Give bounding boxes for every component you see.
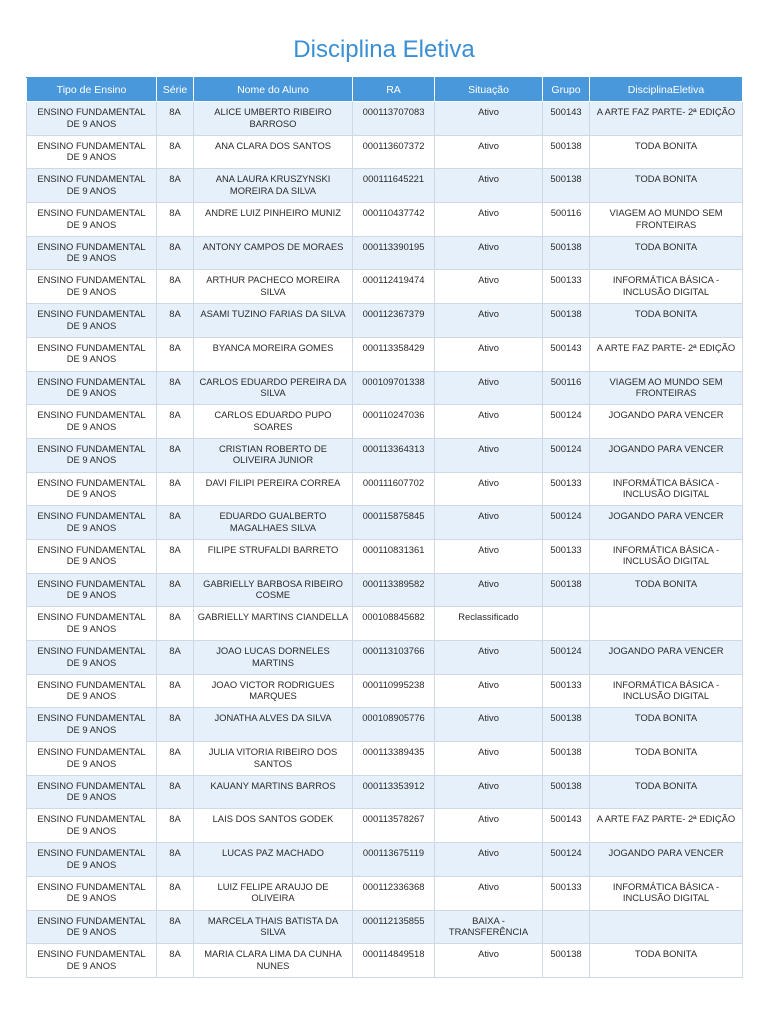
cell-nome-do-aluno: JOAO LUCAS DORNELES MARTINS <box>194 641 353 675</box>
cell-serie: 8A <box>157 876 194 910</box>
cell-nome-do-aluno: ARTHUR PACHECO MOREIRA SILVA <box>194 270 353 304</box>
cell-serie: 8A <box>157 506 194 540</box>
cell-serie: 8A <box>157 641 194 675</box>
cell-tipo-de-ensino: ENSINO FUNDAMENTAL DE 9 ANOS <box>27 102 157 136</box>
cell-disciplina-eletiva: A ARTE FAZ PARTE- 2ª EDIÇÃO <box>590 809 743 843</box>
table-row <box>27 708 743 742</box>
cell-situacao: Ativo <box>435 337 543 371</box>
table-row <box>27 641 743 675</box>
table-row <box>27 742 743 776</box>
cell-situacao: Ativo <box>435 674 543 708</box>
cell-grupo: 500143 <box>543 102 590 136</box>
cell-situacao: Ativo <box>435 708 543 742</box>
cell-serie: 8A <box>157 843 194 877</box>
cell-serie: 8A <box>157 102 194 136</box>
cell-tipo-de-ensino: ENSINO FUNDAMENTAL DE 9 ANOS <box>27 539 157 573</box>
cell-ra: 000113578267 <box>353 809 435 843</box>
table-row <box>27 203 743 237</box>
table-row <box>27 775 743 809</box>
cell-situacao: Ativo <box>435 438 543 472</box>
cell-disciplina-eletiva: TODA BONITA <box>590 169 743 203</box>
cell-nome-do-aluno: BYANCA MOREIRA GOMES <box>194 337 353 371</box>
cell-tipo-de-ensino: ENSINO FUNDAMENTAL DE 9 ANOS <box>27 809 157 843</box>
cell-serie: 8A <box>157 438 194 472</box>
cell-serie: 8A <box>157 337 194 371</box>
cell-disciplina-eletiva: JOGANDO PARA VENCER <box>590 405 743 439</box>
cell-disciplina-eletiva: VIAGEM AO MUNDO SEM FRONTEIRAS <box>590 371 743 405</box>
cell-serie: 8A <box>157 472 194 506</box>
cell-nome-do-aluno: ANA LAURA KRUSZYNSKI MOREIRA DA SILVA <box>194 169 353 203</box>
cell-ra: 000112419474 <box>353 270 435 304</box>
cell-nome-do-aluno: LAIS DOS SANTOS GODEK <box>194 809 353 843</box>
header-grupo: Grupo <box>543 78 590 102</box>
cell-grupo: 500138 <box>543 169 590 203</box>
cell-nome-do-aluno: ALICE UMBERTO RIBEIRO BARROSO <box>194 102 353 136</box>
cell-situacao: Ativo <box>435 203 543 237</box>
table-row <box>27 135 743 169</box>
cell-tipo-de-ensino: ENSINO FUNDAMENTAL DE 9 ANOS <box>27 506 157 540</box>
table-row <box>27 405 743 439</box>
cell-nome-do-aluno: ANDRE LUIZ PINHEIRO MUNIZ <box>194 203 353 237</box>
cell-tipo-de-ensino: ENSINO FUNDAMENTAL DE 9 ANOS <box>27 337 157 371</box>
cell-ra: 000113103766 <box>353 641 435 675</box>
cell-tipo-de-ensino: ENSINO FUNDAMENTAL DE 9 ANOS <box>27 371 157 405</box>
cell-serie: 8A <box>157 573 194 607</box>
cell-disciplina-eletiva: TODA BONITA <box>590 304 743 338</box>
cell-nome-do-aluno: LUIZ FELIPE ARAUJO DE OLIVEIRA <box>194 876 353 910</box>
cell-situacao: BAIXA - TRANSFERÊNCIA <box>435 910 543 944</box>
table-row <box>27 169 743 203</box>
cell-ra: 000112135855 <box>353 910 435 944</box>
cell-ra: 000108905776 <box>353 708 435 742</box>
cell-serie: 8A <box>157 270 194 304</box>
cell-ra: 000110831361 <box>353 539 435 573</box>
cell-disciplina-eletiva: TODA BONITA <box>590 742 743 776</box>
cell-tipo-de-ensino: ENSINO FUNDAMENTAL DE 9 ANOS <box>27 641 157 675</box>
cell-serie: 8A <box>157 809 194 843</box>
cell-situacao: Ativo <box>435 742 543 776</box>
cell-serie: 8A <box>157 775 194 809</box>
table-row <box>27 236 743 270</box>
cell-grupo: 500116 <box>543 371 590 405</box>
table-row <box>27 304 743 338</box>
cell-tipo-de-ensino: ENSINO FUNDAMENTAL DE 9 ANOS <box>27 573 157 607</box>
table-row <box>27 438 743 472</box>
cell-grupo <box>543 910 590 944</box>
cell-situacao: Ativo <box>435 506 543 540</box>
cell-ra: 000113707083 <box>353 102 435 136</box>
cell-nome-do-aluno: CARLOS EDUARDO PEREIRA DA SILVA <box>194 371 353 405</box>
table-row <box>27 843 743 877</box>
cell-tipo-de-ensino: ENSINO FUNDAMENTAL DE 9 ANOS <box>27 304 157 338</box>
cell-nome-do-aluno: CARLOS EDUARDO PUPO SOARES <box>194 405 353 439</box>
cell-nome-do-aluno: GABRIELLY MARTINS CIANDELLA <box>194 607 353 641</box>
cell-ra: 000113389435 <box>353 742 435 776</box>
cell-ra: 000113353912 <box>353 775 435 809</box>
cell-situacao: Ativo <box>435 539 543 573</box>
header-ra: RA <box>353 78 435 102</box>
cell-ra: 000108845682 <box>353 607 435 641</box>
cell-disciplina-eletiva <box>590 607 743 641</box>
page-title: Disciplina Eletiva <box>293 36 475 63</box>
cell-grupo: 500138 <box>543 236 590 270</box>
cell-tipo-de-ensino: ENSINO FUNDAMENTAL DE 9 ANOS <box>27 876 157 910</box>
table-row <box>27 674 743 708</box>
cell-ra: 000110995238 <box>353 674 435 708</box>
cell-ra: 000111645221 <box>353 169 435 203</box>
header-tipo-de-ensino: Tipo de Ensino <box>27 78 157 102</box>
header-situacao: Situação <box>435 78 543 102</box>
cell-nome-do-aluno: JULIA VITORIA RIBEIRO DOS SANTOS <box>194 742 353 776</box>
cell-nome-do-aluno: MARCELA THAIS BATISTA DA SILVA <box>194 910 353 944</box>
cell-situacao: Ativo <box>435 809 543 843</box>
cell-disciplina-eletiva: A ARTE FAZ PARTE- 2ª EDIÇÃO <box>590 337 743 371</box>
cell-nome-do-aluno: ANA CLARA DOS SANTOS <box>194 135 353 169</box>
table-row <box>27 371 743 405</box>
cell-tipo-de-ensino: ENSINO FUNDAMENTAL DE 9 ANOS <box>27 607 157 641</box>
cell-situacao: Ativo <box>435 775 543 809</box>
cell-serie: 8A <box>157 539 194 573</box>
cell-serie: 8A <box>157 944 194 978</box>
table-row <box>27 337 743 371</box>
cell-ra: 000111607702 <box>353 472 435 506</box>
cell-situacao: Ativo <box>435 169 543 203</box>
cell-tipo-de-ensino: ENSINO FUNDAMENTAL DE 9 ANOS <box>27 775 157 809</box>
cell-ra: 000109701338 <box>353 371 435 405</box>
cell-situacao: Ativo <box>435 304 543 338</box>
cell-serie: 8A <box>157 674 194 708</box>
cell-nome-do-aluno: EDUARDO GUALBERTO MAGALHAES SILVA <box>194 506 353 540</box>
cell-tipo-de-ensino: ENSINO FUNDAMENTAL DE 9 ANOS <box>27 438 157 472</box>
cell-grupo: 500138 <box>543 742 590 776</box>
cell-situacao: Ativo <box>435 472 543 506</box>
cell-situacao: Ativo <box>435 405 543 439</box>
cell-situacao: Ativo <box>435 236 543 270</box>
cell-disciplina-eletiva: TODA BONITA <box>590 775 743 809</box>
cell-grupo: 500133 <box>543 674 590 708</box>
cell-grupo: 500138 <box>543 775 590 809</box>
table-row <box>27 809 743 843</box>
cell-grupo: 500124 <box>543 405 590 439</box>
cell-ra: 000115875845 <box>353 506 435 540</box>
cell-nome-do-aluno: JOAO VICTOR RODRIGUES MARQUES <box>194 674 353 708</box>
cell-tipo-de-ensino: ENSINO FUNDAMENTAL DE 9 ANOS <box>27 843 157 877</box>
cell-ra: 000110247036 <box>353 405 435 439</box>
cell-grupo: 500138 <box>543 573 590 607</box>
cell-disciplina-eletiva: TODA BONITA <box>590 236 743 270</box>
header-row <box>27 78 743 102</box>
table-row <box>27 270 743 304</box>
header-serie: Série <box>157 78 194 102</box>
cell-serie: 8A <box>157 371 194 405</box>
cell-disciplina-eletiva: INFORMÁTICA BÁSICA - INCLUSÃO DIGITAL <box>590 674 743 708</box>
cell-grupo: 500133 <box>543 539 590 573</box>
cell-serie: 8A <box>157 304 194 338</box>
cell-serie: 8A <box>157 169 194 203</box>
table-row <box>27 539 743 573</box>
cell-tipo-de-ensino: ENSINO FUNDAMENTAL DE 9 ANOS <box>27 270 157 304</box>
cell-serie: 8A <box>157 607 194 641</box>
cell-serie: 8A <box>157 405 194 439</box>
cell-ra: 000113358429 <box>353 337 435 371</box>
cell-disciplina-eletiva: A ARTE FAZ PARTE- 2ª EDIÇÃO <box>590 102 743 136</box>
table-header <box>27 78 743 102</box>
cell-situacao: Ativo <box>435 102 543 136</box>
cell-ra: 000114849518 <box>353 944 435 978</box>
cell-situacao: Ativo <box>435 270 543 304</box>
cell-tipo-de-ensino: ENSINO FUNDAMENTAL DE 9 ANOS <box>27 135 157 169</box>
cell-nome-do-aluno: MARIA CLARA LIMA DA CUNHA NUNES <box>194 944 353 978</box>
cell-disciplina-eletiva: TODA BONITA <box>590 573 743 607</box>
cell-situacao: Ativo <box>435 573 543 607</box>
cell-ra: 000113607372 <box>353 135 435 169</box>
table-row <box>27 102 743 136</box>
cell-tipo-de-ensino: ENSINO FUNDAMENTAL DE 9 ANOS <box>27 203 157 237</box>
table-row <box>27 472 743 506</box>
cell-serie: 8A <box>157 742 194 776</box>
cell-ra: 000113364313 <box>353 438 435 472</box>
cell-disciplina-eletiva: INFORMÁTICA BÁSICA - INCLUSÃO DIGITAL <box>590 270 743 304</box>
cell-nome-do-aluno: GABRIELLY BARBOSA RIBEIRO COSME <box>194 573 353 607</box>
cell-situacao: Ativo <box>435 876 543 910</box>
cell-nome-do-aluno: FILIPE STRUFALDI BARRETO <box>194 539 353 573</box>
cell-ra: 000113675119 <box>353 843 435 877</box>
cell-disciplina-eletiva: JOGANDO PARA VENCER <box>590 843 743 877</box>
students-table <box>26 77 743 978</box>
cell-disciplina-eletiva: INFORMÁTICA BÁSICA - INCLUSÃO DIGITAL <box>590 539 743 573</box>
cell-situacao: Ativo <box>435 944 543 978</box>
cell-grupo <box>543 607 590 641</box>
cell-disciplina-eletiva: JOGANDO PARA VENCER <box>590 506 743 540</box>
cell-serie: 8A <box>157 236 194 270</box>
cell-serie: 8A <box>157 135 194 169</box>
cell-situacao: Ativo <box>435 371 543 405</box>
cell-grupo: 500124 <box>543 641 590 675</box>
cell-disciplina-eletiva: TODA BONITA <box>590 135 743 169</box>
cell-grupo: 500138 <box>543 944 590 978</box>
cell-situacao: Ativo <box>435 641 543 675</box>
header-disciplina-eletiva: DisciplinaEletiva <box>590 78 743 102</box>
cell-serie: 8A <box>157 708 194 742</box>
table-row <box>27 506 743 540</box>
cell-serie: 8A <box>157 910 194 944</box>
cell-grupo: 500133 <box>543 270 590 304</box>
cell-tipo-de-ensino: ENSINO FUNDAMENTAL DE 9 ANOS <box>27 169 157 203</box>
cell-nome-do-aluno: LUCAS PAZ MACHADO <box>194 843 353 877</box>
cell-grupo: 500124 <box>543 843 590 877</box>
cell-grupo: 500124 <box>543 506 590 540</box>
cell-nome-do-aluno: JONATHA ALVES DA SILVA <box>194 708 353 742</box>
cell-nome-do-aluno: ASAMI TUZINO FARIAS DA SILVA <box>194 304 353 338</box>
table-row <box>27 876 743 910</box>
cell-grupo: 500138 <box>543 304 590 338</box>
table-body <box>27 102 743 978</box>
cell-ra: 000110437742 <box>353 203 435 237</box>
cell-tipo-de-ensino: ENSINO FUNDAMENTAL DE 9 ANOS <box>27 944 157 978</box>
table-row <box>27 910 743 944</box>
cell-grupo: 500143 <box>543 809 590 843</box>
header-nome-do-aluno: Nome do Aluno <box>194 78 353 102</box>
cell-nome-do-aluno: CRISTIAN ROBERTO DE OLIVEIRA JUNIOR <box>194 438 353 472</box>
table-row <box>27 607 743 641</box>
cell-tipo-de-ensino: ENSINO FUNDAMENTAL DE 9 ANOS <box>27 472 157 506</box>
cell-situacao: Reclassificado <box>435 607 543 641</box>
cell-disciplina-eletiva <box>590 910 743 944</box>
table-row <box>27 573 743 607</box>
cell-disciplina-eletiva: JOGANDO PARA VENCER <box>590 641 743 675</box>
cell-grupo: 500124 <box>543 438 590 472</box>
cell-tipo-de-ensino: ENSINO FUNDAMENTAL DE 9 ANOS <box>27 405 157 439</box>
cell-grupo: 500138 <box>543 135 590 169</box>
cell-serie: 8A <box>157 203 194 237</box>
cell-disciplina-eletiva: INFORMÁTICA BÁSICA - INCLUSÃO DIGITAL <box>590 472 743 506</box>
cell-nome-do-aluno: DAVI FILIPI PEREIRA CORREA <box>194 472 353 506</box>
cell-ra: 000112367379 <box>353 304 435 338</box>
cell-tipo-de-ensino: ENSINO FUNDAMENTAL DE 9 ANOS <box>27 742 157 776</box>
cell-nome-do-aluno: ANTONY CAMPOS DE MORAES <box>194 236 353 270</box>
cell-tipo-de-ensino: ENSINO FUNDAMENTAL DE 9 ANOS <box>27 708 157 742</box>
table-row <box>27 944 743 978</box>
cell-grupo: 500138 <box>543 708 590 742</box>
cell-disciplina-eletiva: TODA BONITA <box>590 708 743 742</box>
cell-disciplina-eletiva: JOGANDO PARA VENCER <box>590 438 743 472</box>
cell-tipo-de-ensino: ENSINO FUNDAMENTAL DE 9 ANOS <box>27 910 157 944</box>
cell-disciplina-eletiva: TODA BONITA <box>590 944 743 978</box>
cell-nome-do-aluno: KAUANY MARTINS BARROS <box>194 775 353 809</box>
cell-tipo-de-ensino: ENSINO FUNDAMENTAL DE 9 ANOS <box>27 236 157 270</box>
cell-grupo: 500133 <box>543 876 590 910</box>
cell-tipo-de-ensino: ENSINO FUNDAMENTAL DE 9 ANOS <box>27 674 157 708</box>
cell-ra: 000112336368 <box>353 876 435 910</box>
cell-grupo: 500116 <box>543 203 590 237</box>
cell-disciplina-eletiva: INFORMÁTICA BÁSICA - INCLUSÃO DIGITAL <box>590 876 743 910</box>
cell-situacao: Ativo <box>435 843 543 877</box>
cell-grupo: 500143 <box>543 337 590 371</box>
cell-disciplina-eletiva: VIAGEM AO MUNDO SEM FRONTEIRAS <box>590 203 743 237</box>
cell-ra: 000113389582 <box>353 573 435 607</box>
cell-ra: 000113390195 <box>353 236 435 270</box>
cell-situacao: Ativo <box>435 135 543 169</box>
cell-grupo: 500133 <box>543 472 590 506</box>
